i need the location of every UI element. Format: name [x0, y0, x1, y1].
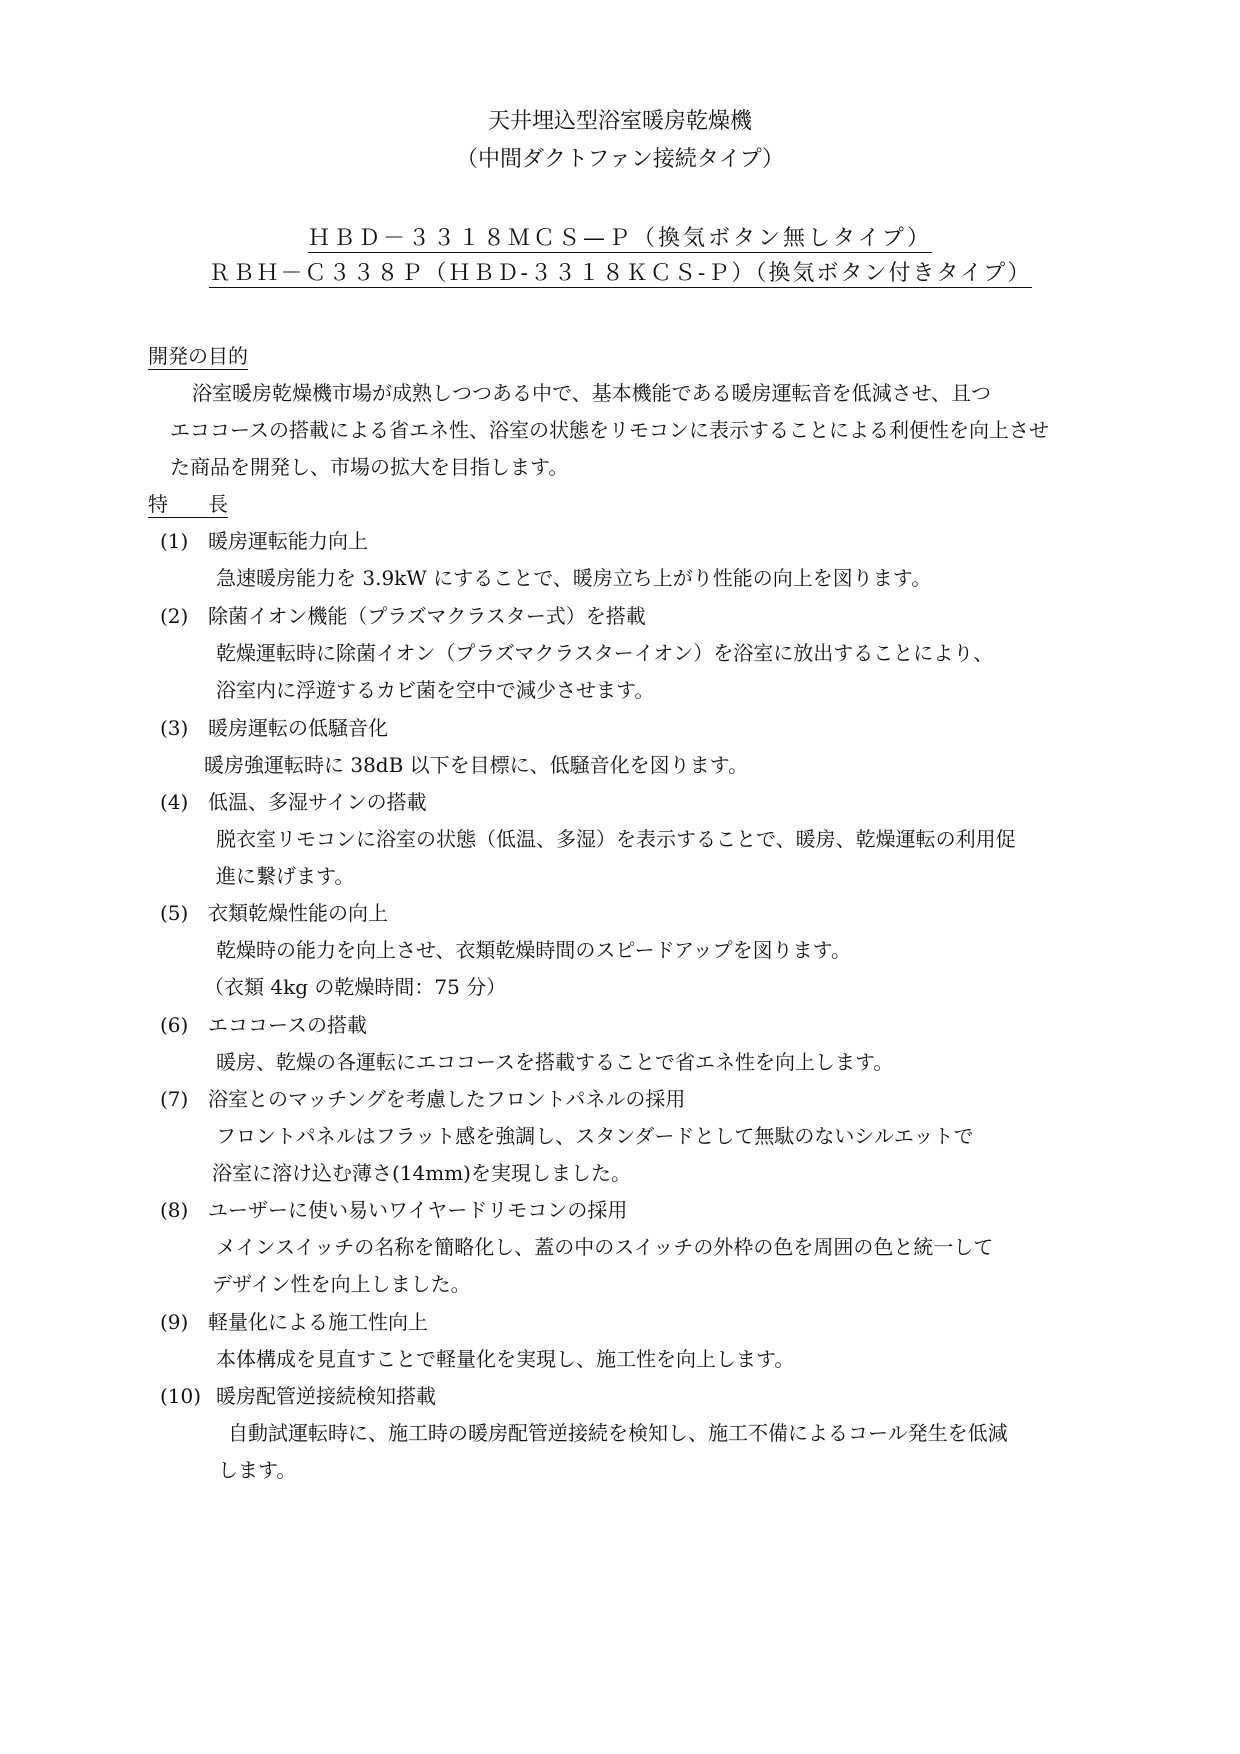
feature-9-title — [160, 1309, 428, 1335]
model-number-text-2: ＲＢＨ－Ｃ３３８Ｐ（ＨＢＤ-３３１８ＫＣＳ-Ｐ）（換気ボタン付きタイプ） — [208, 261, 1032, 286]
feature-4-title-text: 低温、多湿サインの搭載 — [208, 790, 427, 814]
feature-4-number: (4) — [160, 790, 189, 814]
feature-8-desc-1: メインスイッチの名称を簡略化し、蓋の中のスイッチの外枠の色を周囲の色と統一して — [216, 1235, 994, 1259]
feature-10-title — [160, 1383, 436, 1409]
document-title: 天井埋込型浴室暖房乾燥機 — [487, 109, 752, 134]
feature-2-desc-2: 浴室内に浮遊するカビ菌を空中で減少させます。 — [216, 678, 655, 702]
purpose-line-1: 浴室暖房乾燥機市場が成熟しつつある中で、基本機能である暖房運転音を低減させ、且つ — [192, 381, 991, 405]
model-number-text-1: ＨＢＤ－３３１８ＭＣＳ—Ｐ（換気ボタン無しタイプ） — [307, 226, 933, 251]
feature-1-title-text: 暖房運転能力向上 — [208, 529, 368, 553]
feature-9-title-text: 軽量化による施工性向上 — [208, 1310, 428, 1334]
feature-7-desc-1: フロントパネルはフラット感を強調し、スタンダードとして無駄のないシルエットで — [216, 1124, 974, 1148]
feature-5-title-text: 衣類乾燥性能の向上 — [208, 901, 388, 925]
features-heading — [148, 491, 228, 517]
feature-2-title-text: 除菌イオン機能（プラズマクラスター式）を搭載 — [208, 604, 646, 628]
feature-7-desc-2: 浴室に溶け込む薄さ(14mm)を実現しました。 — [212, 1161, 631, 1185]
feature-5-desc-2: （衣類 4kg の乾燥時間：75 分） — [204, 975, 507, 999]
feature-5-title — [160, 900, 388, 926]
feature-5-number: (5) — [160, 901, 189, 925]
feature-8-title — [160, 1197, 627, 1223]
model-number-line-1 — [0, 225, 1240, 253]
feature-2-number: (2) — [160, 604, 189, 628]
feature-6-title-text: エココースの搭載 — [208, 1013, 367, 1037]
feature-10-number: (10) — [160, 1384, 202, 1408]
feature-1-number: (1) — [160, 529, 189, 553]
feature-7-title — [160, 1086, 685, 1112]
document-subtitle: （中間ダクトファン接続タイプ） — [455, 147, 785, 172]
feature-1-desc-1: 急速暖房能力を 3.9kW にすることで、暖房立ち上がり性能の向上を図ります。 — [216, 566, 932, 590]
feature-4-title — [160, 789, 427, 815]
feature-1-title — [160, 528, 368, 554]
features-heading-text: 特 長 — [148, 492, 228, 516]
feature-7-number: (7) — [160, 1087, 189, 1111]
feature-9-number: (9) — [160, 1310, 189, 1334]
purpose-line-2: エココースの搭載による省エネ性、浴室の状態をリモコンに表示することによる利便性を向上させ — [170, 418, 1049, 442]
feature-6-desc-1: 暖房、乾燥の各運転にエココースを搭載することで省エネ性を向上します。 — [216, 1050, 894, 1074]
purpose-line-3: た商品を開発し、市場の拡大を目指します。 — [170, 455, 569, 479]
feature-8-desc-2: デザイン性を向上しました。 — [212, 1272, 471, 1296]
feature-6-title — [160, 1012, 367, 1038]
feature-9-desc-1: 本体構成を見直すことで軽量化を実現し、施工性を向上します。 — [216, 1347, 795, 1371]
feature-3-desc-1: 暖房強運転時に 38dB 以下を目標に、低騒音化を図ります。 — [204, 753, 749, 777]
feature-3-title — [160, 715, 388, 741]
purpose-heading-text: 開発の目的 — [148, 344, 248, 368]
feature-7-title-text: 浴室とのマッチングを考慮したフロントパネルの採用 — [208, 1087, 686, 1111]
feature-2-desc-1: 乾燥運転時に除菌イオン（プラズマクラスターイオン）を浴室に放出することにより、 — [216, 641, 994, 665]
feature-8-title-text: ユーザーに使い易いワイヤードリモコンの採用 — [208, 1198, 628, 1222]
feature-3-number: (3) — [160, 716, 189, 740]
feature-3-title-text: 暖房運転の低騒音化 — [208, 716, 388, 740]
feature-10-desc-2: します。 — [218, 1458, 297, 1482]
feature-2-title — [160, 603, 646, 629]
feature-10-desc-1: 自動試運転時に、施工時の暖房配管逆接続を検知し、施工不備によるコール発生を低減 — [228, 1421, 1008, 1445]
feature-8-number: (8) — [160, 1198, 189, 1222]
feature-10-title-text: 暖房配管逆接続検知搭載 — [216, 1384, 436, 1408]
purpose-heading — [148, 343, 248, 369]
model-number-line-2 — [0, 260, 1240, 288]
feature-4-desc-1: 脱衣室リモコンに浴室の状態（低温、多湿）を表示することで、暖房、乾燥運転の利用促 — [216, 827, 1016, 851]
feature-5-desc-1: 乾燥時の能力を向上させ、衣類乾燥時間のスピードアップを図ります。 — [216, 938, 851, 962]
feature-4-desc-2: 進に繋げます。 — [216, 864, 355, 888]
feature-6-number: (6) — [160, 1013, 189, 1037]
